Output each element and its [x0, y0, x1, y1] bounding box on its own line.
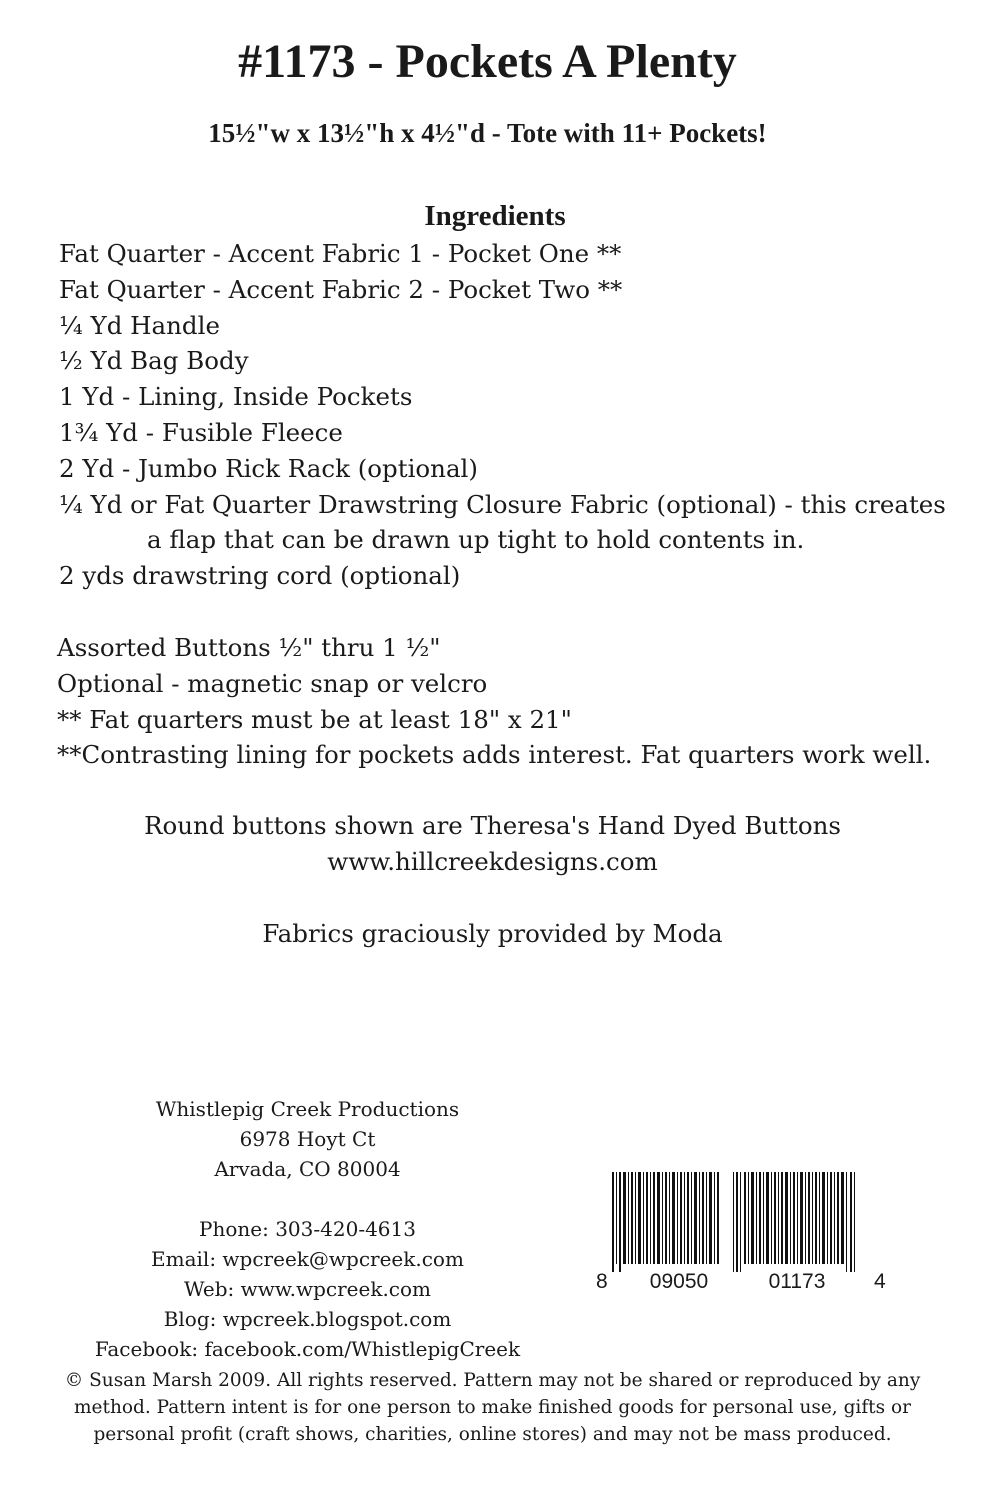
- barcode-bar: [631, 1172, 633, 1264]
- company-name: Whistlepig Creek Productions: [155, 1097, 460, 1121]
- barcode-bar: [694, 1172, 697, 1264]
- facebook-line: Facebook: facebook.com/WhistlepigCreek: [94, 1337, 521, 1361]
- barcode-bar: [740, 1172, 741, 1272]
- barcode-bars: [612, 1172, 855, 1272]
- barcode-bar: [744, 1172, 746, 1264]
- barcode-bar: [797, 1172, 798, 1264]
- barcode-group-right: 01173: [768, 1270, 826, 1293]
- barcode-bar: [748, 1172, 749, 1264]
- barcode-bar: [684, 1172, 685, 1264]
- barcode-bar: [616, 1172, 617, 1264]
- barcode-bar: [653, 1172, 655, 1264]
- barcode-digit-last: 4: [874, 1270, 886, 1293]
- barcode-bar: [771, 1172, 772, 1264]
- barcode-bar: [812, 1172, 813, 1264]
- barcode-bar: [657, 1172, 660, 1264]
- barcode-bar: [756, 1172, 757, 1264]
- barcode-bar: [662, 1172, 663, 1264]
- fabrics-credit: Fabrics graciously provided by Moda: [262, 919, 723, 948]
- barcode-bar: [699, 1172, 700, 1264]
- barcode-bar: [819, 1172, 820, 1264]
- barcode-bar: [815, 1172, 817, 1264]
- barcode-bar: [841, 1172, 844, 1264]
- barcode-bar: [619, 1172, 621, 1272]
- note-item: Assorted Buttons ½" thru 1 ½": [57, 633, 441, 662]
- copyright-line: personal profit (craft shows, charities, online stores) and may not be mass produced.: [93, 1424, 892, 1445]
- note-item: Optional - magnetic snap or velcro: [57, 668, 488, 698]
- barcode-bar: [706, 1172, 707, 1264]
- barcode-bar: [800, 1172, 803, 1264]
- barcode-bar: [702, 1172, 704, 1264]
- buttons-website: www.hillcreekdesigns.com: [327, 847, 658, 876]
- note-item: ** Fat quarters must be at least 18" x 21": [57, 704, 572, 734]
- barcode-bar: [790, 1172, 791, 1264]
- phone-line: Phone: 303-420-4613: [199, 1217, 416, 1241]
- barcode-bar: [612, 1172, 614, 1272]
- ingredient-item: 2 Yd - Jumbo Rick Rack (optional): [59, 453, 478, 483]
- barcode-bar: [714, 1172, 715, 1264]
- barcode-bar: [650, 1172, 651, 1264]
- email-line: Email: wpcreek@wpcreek.com: [151, 1247, 464, 1271]
- barcode-bar: [854, 1172, 855, 1272]
- city-state-zip: Arvada, CO 80004: [214, 1157, 401, 1181]
- page-title: #1173 - Pockets A Plenty: [238, 35, 737, 88]
- ingredient-item: 1 Yd - Lining, Inside Pockets: [59, 382, 413, 412]
- ingredient-item: Fat Quarter - Accent Fabric 2 - Pocket Two **: [59, 274, 623, 304]
- barcode-bar: [774, 1172, 776, 1264]
- ingredient-item: ½ Yd Bag Body: [59, 346, 249, 376]
- ingredients-heading: Ingredients: [424, 200, 566, 232]
- buttons-credit: Round buttons shown are Theresa's Hand Dyed Buttons: [144, 811, 841, 840]
- barcode: [592, 1168, 886, 1298]
- barcode-bar: [677, 1172, 678, 1264]
- barcode-bar: [665, 1172, 667, 1264]
- copyright-notice: [0, 1367, 985, 1448]
- barcode-bar: [643, 1172, 644, 1264]
- barcode-bar: [837, 1172, 839, 1264]
- barcode-bar: [736, 1172, 738, 1272]
- ingredients-list: [59, 236, 959, 594]
- barcode-bar: [646, 1172, 648, 1264]
- barcode-bar: [687, 1172, 689, 1264]
- barcode-bar: [827, 1172, 828, 1264]
- credits-block: [0, 808, 985, 952]
- barcode-bar: [830, 1172, 832, 1264]
- barcode-bar: [834, 1172, 835, 1264]
- barcode-bar: [793, 1172, 795, 1264]
- barcode-bar: [751, 1172, 754, 1264]
- barcode-bar: [638, 1172, 641, 1264]
- notes-list: [57, 630, 957, 773]
- barcode-bar: [672, 1172, 675, 1264]
- barcode-bar: [822, 1172, 825, 1264]
- barcode-bar: [805, 1172, 806, 1264]
- barcode-bar: [733, 1172, 734, 1272]
- ingredient-item: Fat Quarter - Accent Fabric 1 - Pocket One **: [59, 239, 622, 268]
- barcode-bar: [766, 1172, 769, 1264]
- barcode-bar: [669, 1172, 670, 1264]
- barcode-bar: [781, 1172, 783, 1264]
- barcode-digit-first: 8: [596, 1270, 608, 1293]
- web-line: Web: www.wpcreek.com: [183, 1277, 432, 1301]
- ingredient-item: ¼ Yd or Fat Quarter Drawstring Closure Fabric (optional) - this creates: [59, 489, 946, 519]
- barcode-bar: [709, 1172, 712, 1264]
- barcode-bar: [785, 1172, 788, 1264]
- blog-line: Blog: wpcreek.blogspot.com: [163, 1307, 452, 1331]
- barcode-bar: [850, 1172, 852, 1272]
- page-subtitle: 15½"w x 13½"h x 4½"d - Tote with 11+ Pockets!: [208, 118, 767, 148]
- barcode-bar: [808, 1172, 810, 1264]
- ingredient-item-continuation: a flap that can be drawn up tight to hold contents in.: [147, 525, 805, 555]
- copyright-line: method. Pattern intent is for one person to make finished goods for personal use, gifts or: [74, 1397, 911, 1418]
- barcode-bar: [763, 1172, 764, 1264]
- note-item: **Contrasting lining for pockets adds interest. Fat quarters work well.: [57, 740, 932, 770]
- copyright-line: © Susan Marsh 2009. All rights reserved. Pattern may not be shared or reproduced by any: [64, 1370, 921, 1391]
- ingredient-item: ¼ Yd Handle: [59, 310, 220, 340]
- barcode-bar: [623, 1172, 626, 1264]
- barcode-group-left: 09050: [649, 1270, 709, 1293]
- barcode-bar: [680, 1172, 682, 1264]
- barcode-bar: [759, 1172, 761, 1264]
- ingredient-item: 2 yds drawstring cord (optional): [59, 561, 461, 591]
- barcode-bar: [635, 1172, 636, 1264]
- barcode-bar: [717, 1172, 719, 1264]
- contact-block: [80, 1094, 535, 1364]
- ingredient-item: 1¾ Yd - Fusible Fleece: [59, 417, 343, 447]
- street-address: 6978 Hoyt Ct: [239, 1127, 376, 1151]
- barcode-bar: [846, 1172, 847, 1272]
- barcode-bar: [691, 1172, 692, 1264]
- barcode-bar: [628, 1172, 629, 1264]
- barcode-bar: [778, 1172, 779, 1264]
